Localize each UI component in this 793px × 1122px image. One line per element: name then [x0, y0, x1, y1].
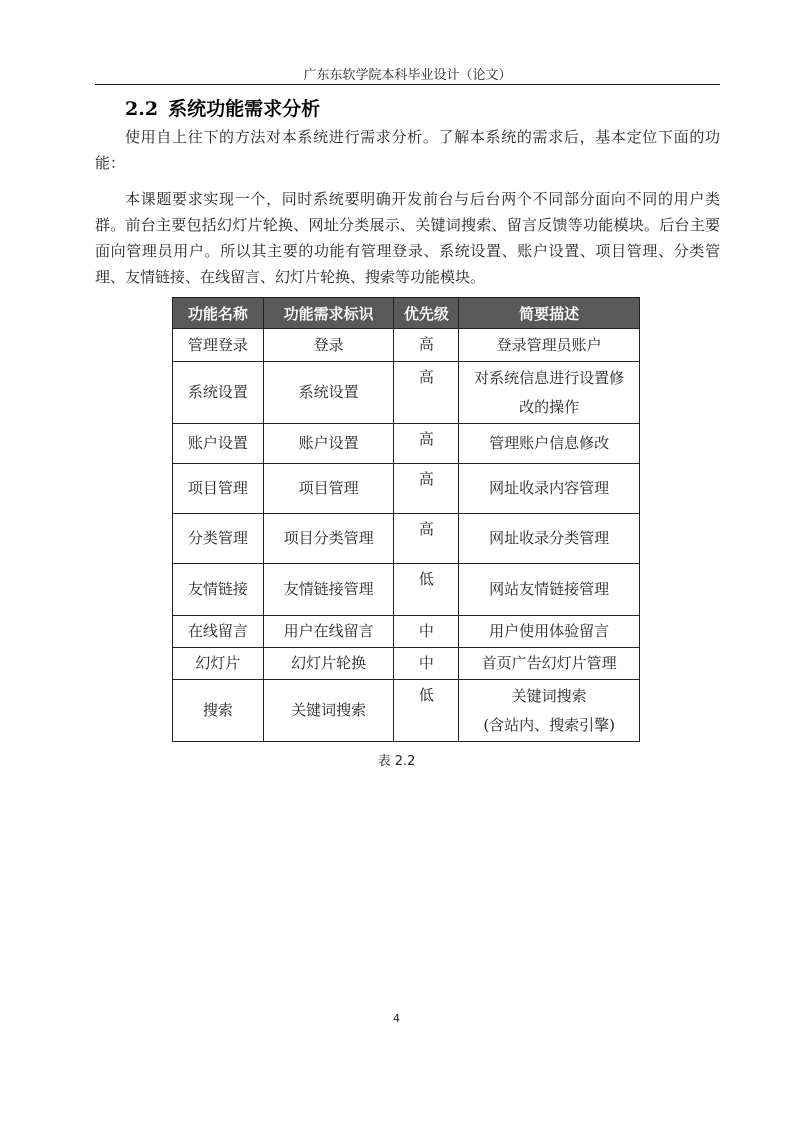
- cell-requirement-id: 用户在线留言: [263, 616, 394, 648]
- cell-function-name: 幻灯片: [173, 648, 264, 680]
- description-line: 网址收录分类管理: [489, 529, 610, 547]
- cell-requirement-id: 登录: [263, 329, 394, 362]
- paragraph-intro: 使用自上往下的方法对本系统进行需求分析。了解本系统的需求后，基本定位下面的功能：: [95, 128, 720, 172]
- cell-requirement-id: 项目分类管理: [263, 514, 394, 564]
- cell-priority: 高: [394, 362, 459, 424]
- cell-description: [459, 648, 640, 680]
- cell-requirement-id: 关键词搜索: [263, 680, 394, 742]
- table-row: [173, 362, 640, 424]
- table-row: [173, 680, 640, 742]
- table-row: [173, 648, 640, 680]
- page-header: 广东东软学院本科毕业设计（论文）: [303, 68, 512, 83]
- header-priority: 优先级: [394, 298, 459, 329]
- page-number: 4: [393, 1012, 400, 1025]
- cell-function-name: 友情链接: [173, 564, 264, 616]
- description-line: 改的操作: [519, 397, 580, 416]
- cell-function-name: 账户设置: [173, 424, 264, 464]
- cell-requirement-id: 系统设置: [263, 362, 394, 424]
- table-row: [173, 564, 640, 616]
- cell-description: [459, 464, 640, 514]
- table-caption: 表 2.2: [377, 754, 416, 769]
- table-row: [173, 464, 640, 514]
- cell-requirement-id: 友情链接管理: [263, 564, 394, 616]
- cell-description: [459, 329, 640, 362]
- cell-function-name: 系统设置: [173, 362, 264, 424]
- description-line: 首页广告幻灯片管理: [481, 654, 617, 672]
- cell-function-name: 在线留言: [173, 616, 264, 648]
- section-number: 2.2: [125, 98, 159, 120]
- cell-description: [459, 362, 640, 424]
- cell-description: [459, 564, 640, 616]
- cell-function-name: 管理登录: [173, 329, 264, 362]
- cell-priority: 低: [394, 564, 459, 616]
- paragraph-description: 本课题要求实现一个，同时系统要明确开发前台与后台两个不同部分面向不同的用户类群。前台主要包括幻灯片轮换、网址分类展示、关键词搜索、留言反馈等功能模块。后台主要面向管理员用户。所以其主要的功能有管理登录、系统设置、账户设置、项目管理、分类管理、友情链接、在线留言、幻灯片轮换、搜索等功能模块。: [95, 190, 720, 286]
- cell-priority: 高: [394, 514, 459, 564]
- description-line: 登录管理员账户: [496, 335, 602, 354]
- cell-description: [459, 514, 640, 564]
- description-line: 关键词搜索: [511, 686, 587, 705]
- cell-description: [459, 616, 640, 648]
- cell-function-name: 搜索: [173, 680, 264, 742]
- description-line: 管理账户信息修改: [489, 434, 610, 452]
- section-title: 系统功能需求分析: [168, 98, 321, 120]
- header-rule: [95, 84, 720, 85]
- cell-description: [459, 424, 640, 464]
- table-row: [173, 424, 640, 464]
- cell-function-name: 分类管理: [173, 514, 264, 564]
- cell-priority: 中: [394, 648, 459, 680]
- header-function-name: 功能名称: [173, 298, 264, 329]
- cell-priority: 中: [394, 616, 459, 648]
- table-row: [173, 329, 640, 362]
- table-header-row: [173, 298, 640, 329]
- requirements-table: [172, 297, 640, 742]
- description-line: 网站友情链接管理: [489, 580, 610, 598]
- table-row: [173, 514, 640, 564]
- cell-requirement-id: 项目管理: [263, 464, 394, 514]
- description-line: 用户使用体验留言: [489, 622, 610, 640]
- description-line: 对系统信息进行设置修: [474, 368, 625, 387]
- cell-description: [459, 680, 640, 742]
- description-line: (含站内、搜索引擎): [483, 715, 616, 734]
- cell-priority: 低: [394, 680, 459, 742]
- header-description: 简要描述: [459, 298, 640, 329]
- table-row: [173, 616, 640, 648]
- cell-priority: 高: [394, 424, 459, 464]
- cell-priority: 高: [394, 329, 459, 362]
- cell-requirement-id: 幻灯片轮换: [263, 648, 394, 680]
- header-requirement-id: 功能需求标识: [263, 298, 394, 329]
- section-heading: [125, 94, 320, 121]
- cell-priority: 高: [394, 464, 459, 514]
- description-line: 网址收录内容管理: [489, 479, 610, 497]
- cell-requirement-id: 账户设置: [263, 424, 394, 464]
- cell-function-name: 项目管理: [173, 464, 264, 514]
